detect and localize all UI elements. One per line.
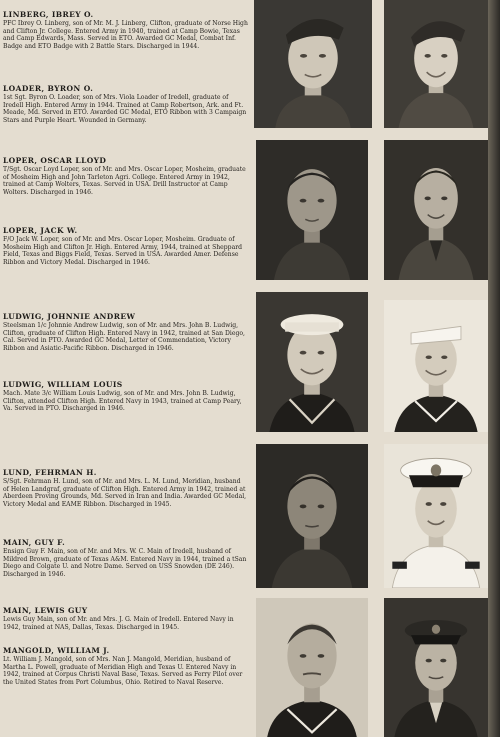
entry-name: LUDWIG, JOHNNIE ANDREW [3,312,136,321]
entry-name: LUND, FEHRMAN H. [3,468,97,477]
portrait-ludwig-william [384,300,488,432]
entry-bio: Mach. Mate 3/c William Louis Ludwig, son of Mr. and Mrs. John B. Ludwig, Clifton, attended Clifton High. Entered Navy in 1943, trained at Camp Peary, Va. Served in PTO. Discharged in 1946. [3,390,242,413]
entry-mangold [3,646,248,686]
entry-main-guy [3,538,248,578]
portrait-linberg [254,0,372,128]
portrait-lund [256,444,368,588]
entry-bio: T/Sgt. Oscar Loyd Loper, son of Mr. and Mrs. Oscar Loper, Mosheim, graduate of Mosheim High and John Tarleton Agri. College. Entered Army in 1942, trained at Camp Wolters, Texas. Served in USA. Drill Instructor at Camp Wolters. Discharged in 1946. [3,166,246,196]
book-binding [488,0,500,737]
entry-bio: PFC Ibrey O. Linberg, son of Mr. M. J. Linberg, Clifton, graduate of Norse High and Clifton Jr. College. Entered Army in 1940, trained at Camp Bowie, Texas and Camp Edwards, Mass. Served in ETO. Awarded GC Medal, Combat Inf. Badge and ETO Badge with 2 Battle Stars. Discharged in 1944. [3,20,248,50]
portrait-loper-jack [384,140,488,280]
portrait-loper-oscar [256,140,368,280]
entry-linberg [3,10,248,50]
portrait-ludwig-johnnie [256,292,368,432]
entry-name: MANGOLD, WILLIAM J. [3,646,110,655]
entry-bio: S/Sgt. Fehrman H. Lund, son of Mr. and Mrs. L. M. Lund, Meridian, husband of Helen Landgraf, graduate of Clifton High. Entered Army in 1942, trained at Aberdeen Proving Grounds, Md. Served in Iran and India. Awarded GC Medal, Victory Medal and EAME Ribbon. Discharged in 1945. [3,478,247,508]
entry-loader [3,84,248,124]
entry-name: LUDWIG, WILLIAM LOUIS [3,380,123,389]
entry-name: LOADER, BYRON O. [3,84,94,93]
entry-ludwig-william [3,380,248,413]
entry-bio: 1st Sgt. Byron O. Loader, son of Mrs. Viola Loader of Iredell, graduate of Iredell High. Entered Army in 1944. Trained at Camp Robertson, Ark. and Ft. Meade, Md. Served in ETO. Awarded GC Medal, ETO Ribbon with 3 Campaign Stars and Purple Heart. Wounded in Germany. [3,94,247,124]
entry-name: LOPER, JACK W. [3,226,78,235]
entry-name: MAIN, LEWIS GUY [3,606,88,615]
entry-bio: F/O Jack W. Loper, son of Mr. and Mrs. Oscar Loper, Mosheim. Graduate of Mosheim High and Clifton Jr. High. Entered Army, 1944, trained at Sheppard Field, Texas and Biggs Field, Texas. Served in USA. Awarded Amer. Defense Ribbon and Victory Medal. Discharged in 1946. [3,236,243,266]
entry-name: LINBERG, IBREY O. [3,10,94,19]
entry-ludwig-johnnie [3,312,248,352]
portrait-main-lewis [256,598,368,737]
entry-name: LOPER, OSCAR LLOYD [3,156,107,165]
portrait-mangold [384,598,488,737]
entry-bio: Lewis Guy Main, son of Mr. and Mrs. J. G. Main of Iredell. Entered Navy in 1942, trained at NAS, Dallas, Texas. Discharged in 1945. [3,616,234,631]
entry-bio: Lt. William J. Mangold, son of Mrs. Nan J. Mangold, Meridian, husband of Martha L. Powell, graduate of Meridian High and Texas U. Entered Navy in 1942, trained at Corpus Christi Naval Base, Texas. Served as Ferry Pilot over the United States from Port Columbus, Ohio. Retired to Naval Reserve. [3,656,243,686]
entry-name: MAIN, GUY F. [3,538,66,547]
entry-lund [3,468,248,508]
entry-main-lewis [3,606,248,631]
entry-bio: Ensign Guy F. Main, son of Mr. and Mrs. W. C. Main of Iredell, husband of Mildred Brown, graduate of Texas A&M. Entered Navy in 1944, trained a tSan Diego and Colgate U. and Notre Dame. Served on USS Snowden (DE 246). Discharged in 1946. [3,548,247,578]
entry-loper-oscar [3,156,248,196]
entry-bio: Steelsman 1/c Johnnie Andrew Ludwig, son of Mr. and Mrs. John B. Ludwig, Clifton, graduate of Clifton High. Entered Navy in 1942, trained at San Diego, Cal. Served in PTO. Awarded GC Medal, Letter of Commendation, Victory Ribbon and Asiatic-Pacific Ribbon. Discharged in 1946. [3,322,245,352]
entry-loper-jack [3,226,248,266]
portrait-main-guy [384,444,488,588]
portrait-loader [384,0,488,128]
